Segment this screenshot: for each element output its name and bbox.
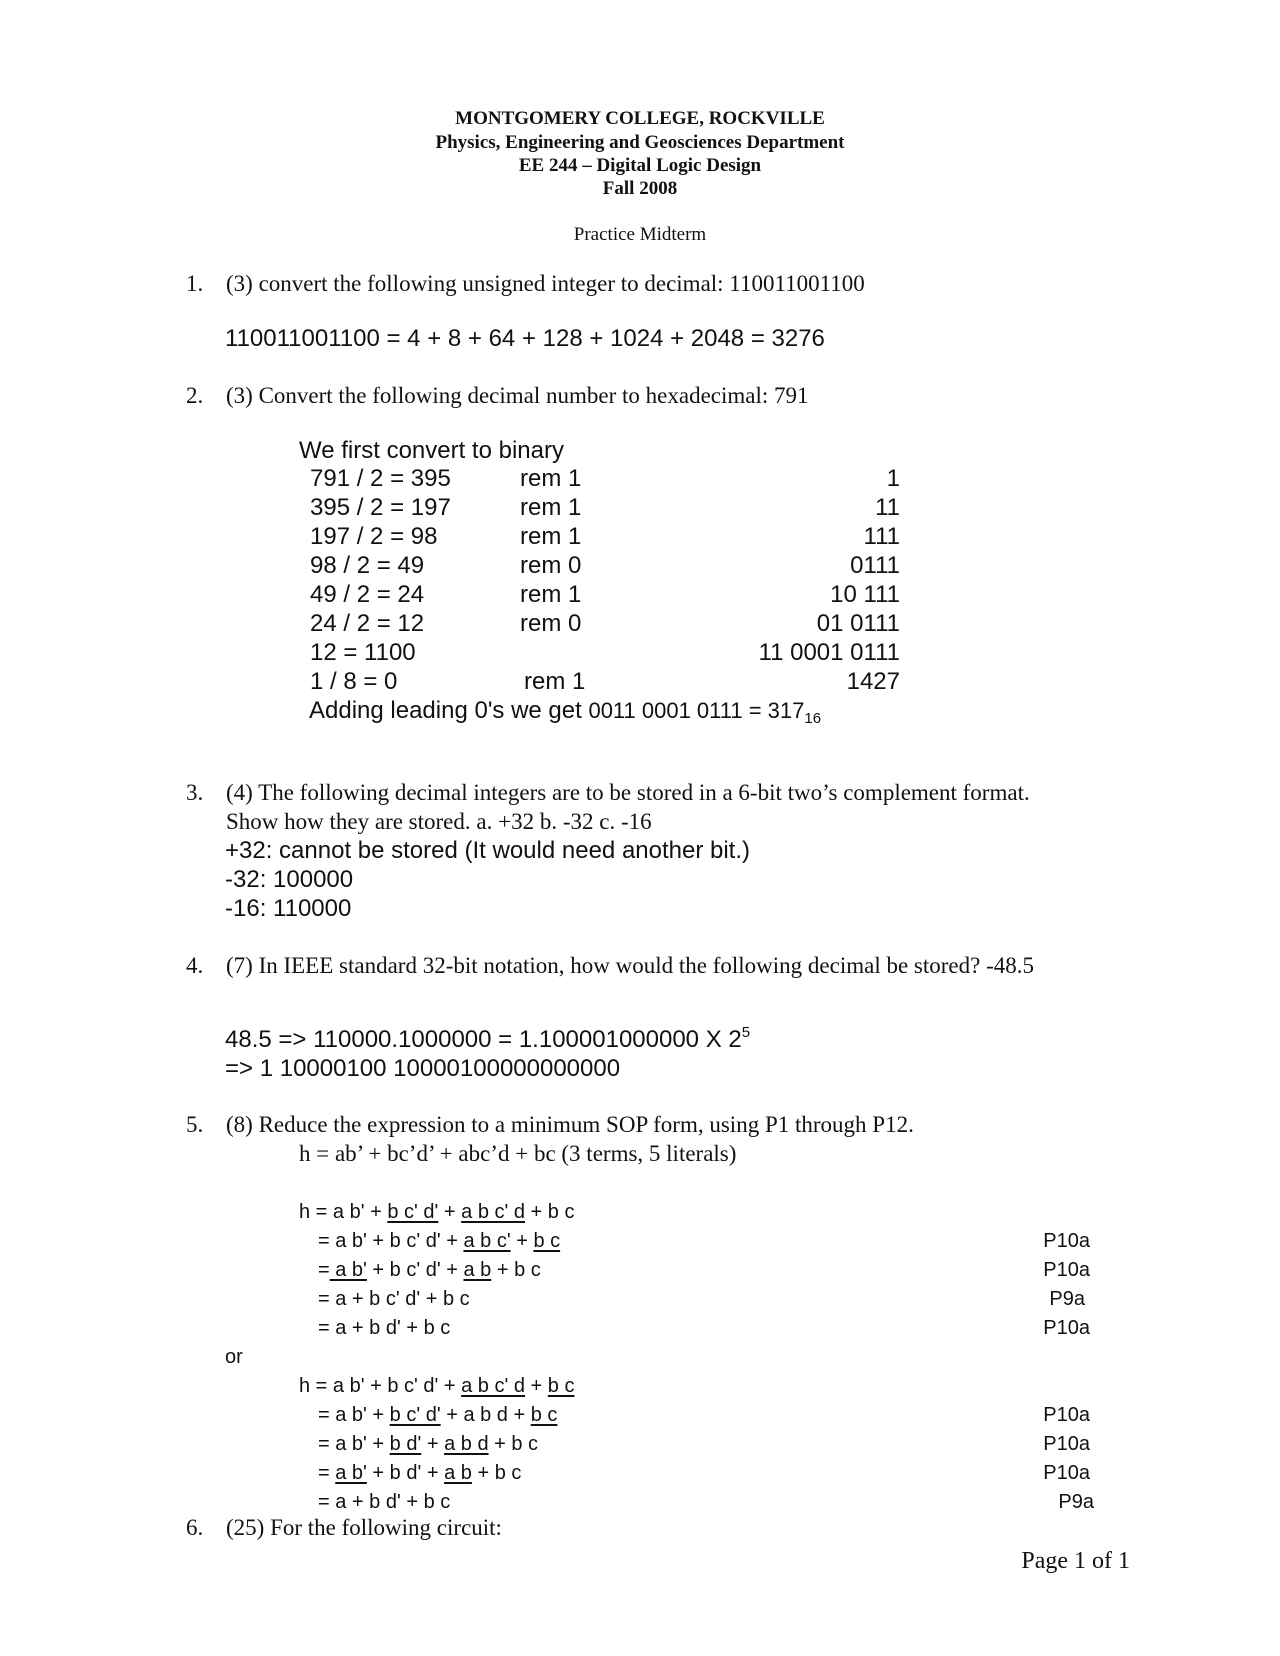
conversion-calc: 791 / 2 = 395 xyxy=(310,465,451,492)
derivation-step xyxy=(318,1404,557,1427)
exponent: 5 xyxy=(741,1024,751,1041)
result-value: 0011 0001 0111 = 317 xyxy=(588,698,805,723)
underlined-term: a b' xyxy=(335,1462,367,1484)
underlined-term: b c' d' xyxy=(389,1404,441,1426)
term-text: + b c xyxy=(488,1433,539,1455)
underlined-term: b c xyxy=(533,1230,561,1252)
derivation-step xyxy=(318,1259,541,1282)
term-text: = xyxy=(318,1259,330,1281)
question-5-text: (8) Reduce the expression to a minimum SOP form, using P1 through P12. xyxy=(226,1112,914,1137)
question-2-intro: We first convert to binary xyxy=(299,437,564,464)
term-text: + b c xyxy=(491,1259,541,1281)
question-2-result xyxy=(309,697,821,725)
conversion-calc: 197 / 2 = 98 xyxy=(310,523,438,550)
question-6 xyxy=(186,1515,502,1541)
term-text: + b c xyxy=(525,1201,575,1223)
question-1-text: (3) convert the following unsigned integer to decimal: 110011001100 xyxy=(226,271,865,296)
term-text: h = a b' + xyxy=(299,1201,388,1223)
term-text: + xyxy=(524,1375,548,1397)
department-name: Physics, Engineering and Geosciences Department xyxy=(435,132,845,153)
question-4-text: (7) In IEEE standard 32-bit notation, how would the following decimal be stored? -48.5 xyxy=(226,953,1034,978)
question-3-answer-a: +32: cannot be stored (It would need another bit.) xyxy=(225,837,751,864)
conversion-calc: 1 / 8 = 0 xyxy=(310,668,398,695)
underlined-term: a b xyxy=(463,1259,492,1281)
conversion-bits: 1 xyxy=(886,465,900,492)
rule-label: P9a xyxy=(1049,1288,1085,1310)
conversion-calc: 12 = 1100 xyxy=(310,639,416,666)
conversion-bits: 0111 xyxy=(850,552,900,579)
term-text: + b c xyxy=(471,1462,522,1484)
conversion-bits: 01 0111 xyxy=(816,610,900,637)
question-2-text: (3) Convert the following decimal number to hexadecimal: 791 xyxy=(226,383,809,408)
underlined-term: b d' xyxy=(389,1433,422,1455)
question-4 xyxy=(186,953,1034,979)
term-text: = a b' + xyxy=(318,1433,390,1455)
question-1-answer: 110011001100 = 4 + 8 + 64 + 128 + 1024 + 2048 = 3276 xyxy=(225,325,825,352)
question-3-text: (4) The following decimal integers are to be stored in a 6-bit two’s complement format. xyxy=(226,780,1030,805)
question-3-answer-c: -16: 110000 xyxy=(225,895,352,922)
rule-label: P10a xyxy=(1043,1462,1090,1484)
underlined-term: b c xyxy=(547,1375,575,1397)
derivation-step xyxy=(318,1462,521,1485)
result-base: 16 xyxy=(804,710,822,727)
underlined-term: a b d xyxy=(444,1433,489,1455)
derivation-step: = a + b d' + b c xyxy=(318,1317,451,1339)
question-2-number: 2. xyxy=(186,383,204,408)
term-text: + a b d + xyxy=(440,1404,531,1426)
term-text: = a b' + b c' d' + xyxy=(318,1230,464,1252)
conversion-bits: 111 xyxy=(863,523,900,550)
underlined-term: a b c' xyxy=(463,1230,511,1252)
underlined-term: b c' d' xyxy=(387,1201,439,1223)
question-5-expression: h = ab’ + bc’d’ + abc’d + bc (3 terms, 5 literals) xyxy=(299,1141,737,1166)
term-text: + xyxy=(421,1433,445,1455)
underlined-term: a b c' d xyxy=(461,1201,525,1223)
conversion-bits: 11 0001 0111 xyxy=(758,639,900,666)
question-5-number: 5. xyxy=(186,1112,204,1137)
underlined-term: a b xyxy=(444,1462,472,1484)
question-2 xyxy=(186,383,809,409)
conversion-bits: 10 111 xyxy=(830,581,900,608)
derivation-step: = a + b c' d' + b c xyxy=(318,1288,470,1310)
question-6-number: 6. xyxy=(186,1515,204,1540)
derivation-step xyxy=(318,1433,538,1456)
question-3 xyxy=(186,780,1030,806)
question-4-answer-line2: => 1 10000100 10000100000000000 xyxy=(225,1055,621,1082)
term-text: h = a b' + b c' d' + xyxy=(299,1375,462,1397)
question-3-text-continued: Show how they are stored. a. +32 b. -32 c. -16 xyxy=(226,809,652,834)
term-text: + b c' d' + xyxy=(366,1259,464,1281)
conversion-calc: 395 / 2 = 197 xyxy=(310,494,451,521)
term-text: + b d' + xyxy=(366,1462,445,1484)
conversion-remainder: rem 1 xyxy=(520,494,582,521)
derivation-step xyxy=(299,1375,574,1398)
conversion-bits: 1427 xyxy=(846,668,900,695)
term-text: + xyxy=(510,1230,534,1252)
underlined-term: a b c' d xyxy=(461,1375,525,1397)
question-5 xyxy=(186,1112,914,1138)
rule-label: P10a xyxy=(1043,1433,1090,1455)
course-title: EE 244 – Digital Logic Design xyxy=(518,155,762,176)
conversion-remainder: rem 1 xyxy=(520,523,582,550)
conversion-bits: 11 xyxy=(875,494,900,521)
conversion-calc: 98 / 2 = 49 xyxy=(310,552,425,579)
question-6-text: (25) For the following circuit: xyxy=(226,1515,502,1540)
ieee-conversion: 48.5 => 110000.1000000 = 1.100001000000 X 2 xyxy=(225,1026,742,1053)
conversion-calc: 49 / 2 = 24 xyxy=(310,581,425,608)
rule-label: P10a xyxy=(1043,1317,1090,1339)
conversion-remainder: rem 0 xyxy=(520,552,582,579)
page-number: Page 1 of 1 xyxy=(1021,1548,1130,1574)
derivation-step xyxy=(299,1201,574,1224)
term-text: = xyxy=(318,1462,336,1484)
term-text: = a b' + xyxy=(318,1404,390,1426)
rule-label: P10a xyxy=(1043,1259,1090,1281)
conversion-remainder: rem 1 xyxy=(520,581,582,608)
term-text: + xyxy=(438,1201,462,1223)
rule-label: P10a xyxy=(1043,1404,1090,1426)
question-1 xyxy=(186,271,865,297)
rule-label: P9a xyxy=(1058,1491,1094,1513)
conversion-calc: 24 / 2 = 12 xyxy=(310,610,425,637)
derivation-step xyxy=(318,1230,560,1253)
semester: Fall 2008 xyxy=(602,178,678,199)
derivation-step: = a + b d' + b c xyxy=(318,1491,451,1513)
result-prefix: Adding leading 0's we get xyxy=(309,697,589,724)
conversion-remainder: rem 1 xyxy=(524,668,586,695)
question-4-number: 4. xyxy=(186,953,204,978)
question-1-number: 1. xyxy=(186,271,204,296)
question-3-number: 3. xyxy=(186,780,204,805)
underlined-term: a b' xyxy=(329,1259,367,1281)
document-subtitle: Practice Midterm xyxy=(573,224,707,245)
college-name: MONTGOMERY COLLEGE, ROCKVILLE xyxy=(455,108,825,129)
conversion-remainder: rem 0 xyxy=(520,610,582,637)
underlined-term: b c xyxy=(530,1404,558,1426)
rule-label: P10a xyxy=(1043,1230,1090,1252)
conversion-remainder: rem 1 xyxy=(520,465,582,492)
or-separator: or xyxy=(225,1346,243,1368)
question-3-answer-b: -32: 100000 xyxy=(225,866,354,893)
question-4-answer-line1 xyxy=(225,1026,750,1054)
